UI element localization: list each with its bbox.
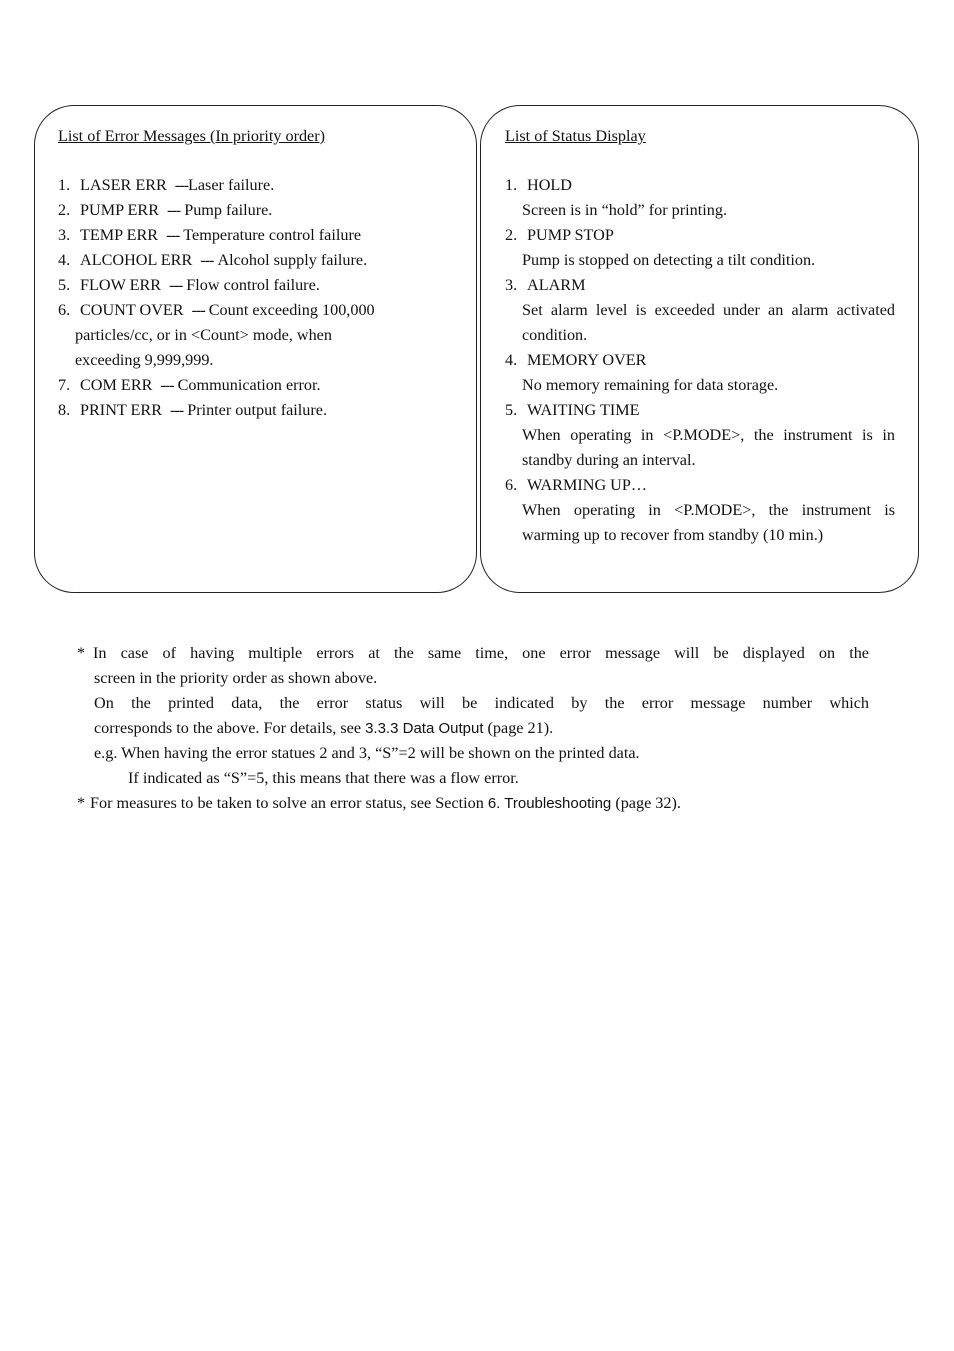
error-code: ALCOHOL ERR — [80, 251, 193, 269]
status-item — [505, 473, 895, 548]
error-item — [58, 398, 458, 423]
error-number: 2. — [58, 201, 71, 219]
status-item — [505, 223, 895, 273]
error-separator: --- — [191, 301, 205, 319]
error-number: 5. — [58, 276, 71, 294]
error-item — [58, 298, 458, 373]
note-1-line-1: In case of having multiple errors at the same time, one error message will be displayed on the — [93, 644, 869, 662]
error-number: 6. — [58, 301, 71, 319]
error-description: Pump failure. — [184, 201, 273, 219]
troubleshooting-reference: 6. Troubleshooting — [487, 795, 612, 812]
error-number: 3. — [58, 226, 71, 244]
status-number: 3. — [505, 276, 518, 294]
error-item — [58, 173, 458, 198]
status-name: MEMORY OVER — [527, 351, 647, 369]
error-description: Alcohol supply failure. — [217, 251, 368, 269]
error-separator: --- — [167, 201, 181, 219]
status-description: Pump is stopped on detecting a tilt condition. — [522, 251, 816, 269]
status-number: 2. — [505, 226, 518, 244]
error-message-list — [58, 173, 458, 423]
status-description: When operating in <P.MODE>, the instrument is in standby during an interval. — [522, 426, 895, 469]
status-name: WARMING UP… — [527, 476, 648, 494]
note-1-example-2: If indicated as “S”=5, this means that there was a flow error. — [128, 769, 519, 787]
status-name: WAITING TIME — [527, 401, 640, 419]
error-separator: --- — [200, 251, 214, 269]
notes-section — [77, 641, 869, 816]
error-description: Laser failure. — [187, 176, 275, 194]
error-item — [58, 373, 458, 398]
note-1-line-4-text: corresponds to the above. For details, see — [94, 719, 366, 737]
error-description: Communication error. — [177, 376, 321, 394]
error-description-continued: exceeding 9,999,999. — [75, 351, 214, 369]
error-code: PUMP ERR — [80, 201, 160, 219]
note-1-line-3: On the printed data, the error status will be indicated by the error message number which — [94, 694, 869, 712]
status-description: No memory remaining for data storage. — [522, 376, 779, 394]
status-number: 5. — [505, 401, 518, 419]
status-description: When operating in <P.MODE>, the instrument is warming up to recover from standby (10 min.) — [522, 501, 895, 544]
note-bullet: * — [77, 644, 86, 662]
note-1-example: e.g. When having the error statues 2 and 3, “S”=2 will be shown on the printed data. — [94, 744, 640, 762]
status-item — [505, 398, 895, 473]
data-output-reference: 3.3.3 Data Output — [365, 720, 484, 737]
error-separator: --- — [169, 276, 183, 294]
note-1 — [77, 641, 869, 666]
error-code: TEMP ERR — [80, 226, 159, 244]
error-separator: --- — [170, 401, 184, 419]
status-number: 1. — [505, 176, 518, 194]
error-number: 8. — [58, 401, 71, 419]
error-code: LASER ERR — [80, 176, 167, 194]
status-item — [505, 273, 895, 348]
status-number: 4. — [505, 351, 518, 369]
note-2 — [77, 791, 869, 816]
note-1-line-4 — [77, 716, 869, 741]
error-code: PRINT ERR — [80, 401, 163, 419]
error-item — [58, 198, 458, 223]
status-display-list — [505, 173, 895, 548]
error-number: 4. — [58, 251, 71, 269]
error-code: FLOW ERR — [80, 276, 162, 294]
error-description: Count exceeding 100,000 — [208, 301, 375, 319]
error-code: COM ERR — [80, 376, 153, 394]
status-panel-title: List of Status Display — [505, 127, 646, 145]
note-2-page: (page 32). — [611, 794, 681, 812]
status-description: Set alarm level is exceeded under an alarm activated condition. — [522, 301, 895, 344]
error-item — [58, 248, 458, 273]
note-bullet: * — [77, 794, 86, 812]
error-description: Printer output failure. — [187, 401, 327, 419]
status-description: Screen is in “hold” for printing. — [522, 201, 727, 219]
error-number: 1. — [58, 176, 71, 194]
error-number: 7. — [58, 376, 71, 394]
status-name: HOLD — [527, 176, 572, 194]
error-separator: --- — [166, 226, 180, 244]
error-separator: --- — [160, 376, 174, 394]
error-item — [58, 273, 458, 298]
status-item — [505, 348, 895, 398]
note-1-line-2: screen in the priority order as shown above. — [94, 669, 378, 687]
status-item — [505, 173, 895, 223]
note-1-line-3-wrap — [77, 691, 869, 716]
error-code: COUNT OVER — [80, 301, 184, 319]
note-2-text: For measures to be taken to solve an error status, see Section — [90, 794, 488, 812]
status-name: ALARM — [527, 276, 586, 294]
error-panel-title: List of Error Messages (In priority order) — [58, 127, 326, 145]
note-1-line-4-page: (page 21). — [483, 719, 554, 737]
error-description-continued: particles/cc, or in <Count> mode, when — [75, 326, 332, 344]
error-description: Temperature control failure — [183, 226, 362, 244]
status-number: 6. — [505, 476, 518, 494]
error-description: Flow control failure. — [186, 276, 320, 294]
error-separator: --- — [174, 176, 188, 194]
status-name: PUMP STOP — [527, 226, 614, 244]
error-item — [58, 223, 458, 248]
